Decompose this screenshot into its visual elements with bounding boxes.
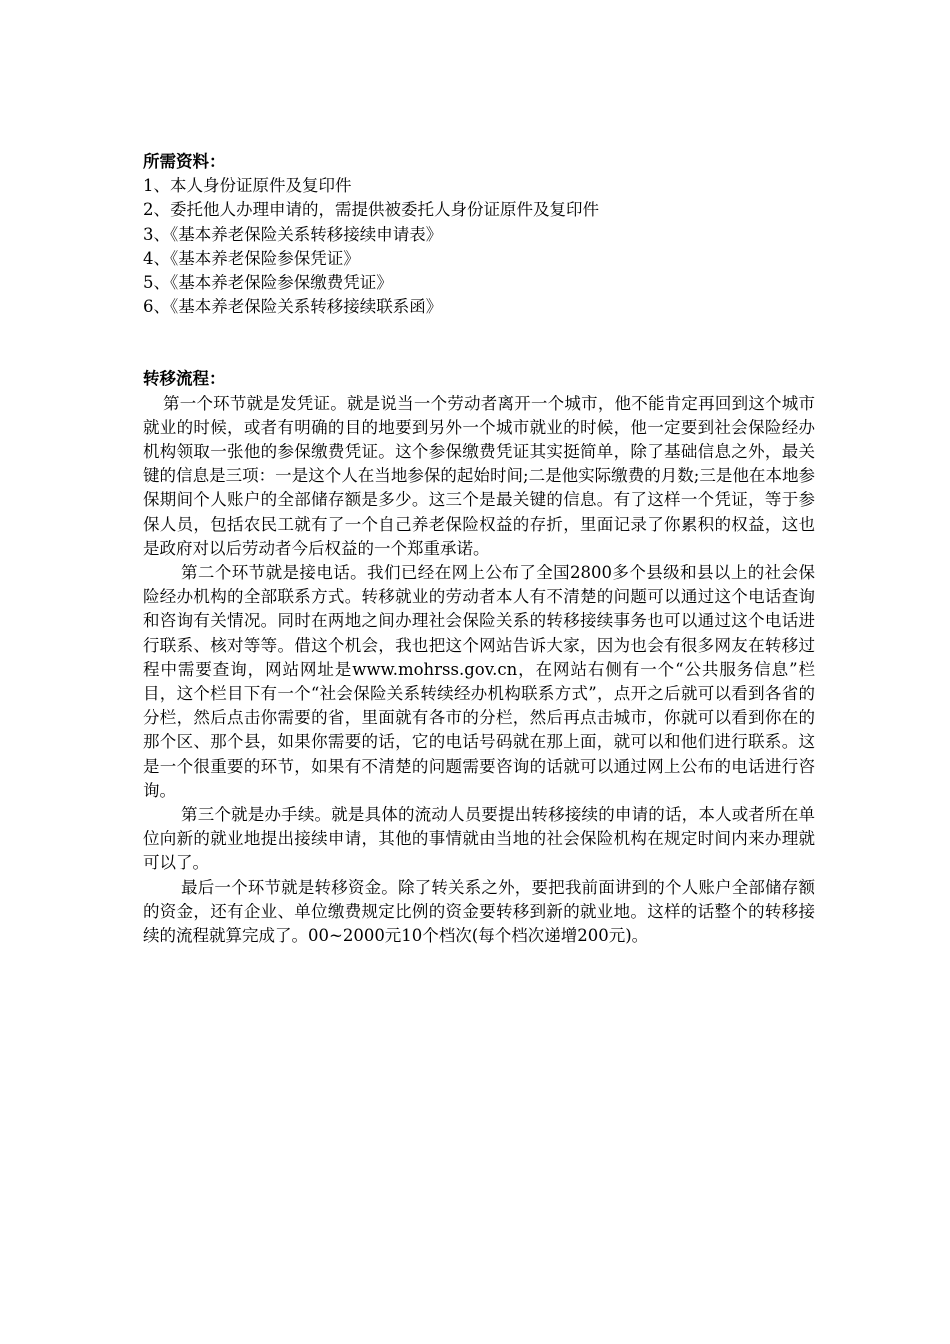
material-item-3: 3、《基本养老保险关系转移接续申请表》 xyxy=(143,224,443,244)
material-item-4: 4、《基本养老保险参保凭证》 xyxy=(143,248,360,268)
material-item-6: 6、《基本养老保险关系转移接续联系函》 xyxy=(143,297,443,317)
materials-heading: 所需资料： xyxy=(143,152,226,171)
material-item-2: 2、委托他人办理申请的，需提供被委托人身份证原件及复印件 xyxy=(143,200,599,220)
process-paragraph-4: 最后一个环节就是转移资金。除了转关系之外，要把我前面讲到的个人账户全部储存额的资金，还有企业、单位缴费规定比例的资金要转移到新的就业地。这样的话整个的转移接续的流程就算完成了。00~2000元10个档次(每个档次递增200元)。 xyxy=(143,877,815,946)
process-paragraph-2: 第二个环节就是接电话。我们已经在网上公布了全国2800多个县级和县以上的社会保险经办机构的全部联系方式。转移就业的劳动者本人有不清楚的问题可以通过这个电话查询和咨询有关情况。同时在两地之间办理社会保险关系的转移接续事务也可以通过这个电话进行联系、核对等等。借这个机会，我也把这个网站告诉大家，因为也会有很多网友在转移过程中需要查询，网站网址是www.mohrss.gov.cn，在网站右侧有一个“公共服务信息”栏目，这个栏目下有一个“社会保险关系转续经办机构联系方式”，点开之后就可以看到各省的分栏，然后点击你需要的省，里面就有各市的分栏，然后再点击城市，你就可以看到你在的那个区、那个县，如果你需要的话，它的电话号码就在那上面，就可以和他们进行联系。这是一个很重要的环节，如果有不清楚的问题需要咨询的话就可以通过网上公布的电话进行咨询。 xyxy=(143,563,815,800)
process-paragraph-1: 第一个环节就是发凭证。就是说当一个劳动者离开一个城市，他不能肯定再回到这个城市就业的时候，或者有明确的目的地要到另外一个城市就业的时候，他一定要到社会保险经办机构领取一张他的参保缴费凭证。这个参保缴费凭证其实挺简单，除了基础信息之外，最关键的信息是三项：一是这个人在当地参保的起始时间;二是他实际缴费的月数;三是他在本地参保期间个人账户的全部储存额是多少。这三个是最关键的信息。有了这样一个凭证，等于参保人员，包括农民工就有了一个自己养老保险权益的存折，里面记录了你累积的权益，这也是政府对以后劳动者今后权益的一个郑重承诺。 xyxy=(143,393,815,558)
material-item-5: 5、《基本养老保险参保缴费凭证》 xyxy=(143,273,393,293)
process-paragraph-3: 第三个就是办手续。就是具体的流动人员要提出转移接续的申请的话，本人或者所在单位向新的就业地提出接续申请，其他的事情就由当地的社会保险机构在规定时间内来办理就可以了。 xyxy=(143,805,815,873)
section-spacer xyxy=(143,319,815,367)
process-heading: 转移流程： xyxy=(143,369,226,389)
document-page xyxy=(143,150,815,948)
material-item-1: 1、本人身份证原件及复印件 xyxy=(143,176,352,196)
